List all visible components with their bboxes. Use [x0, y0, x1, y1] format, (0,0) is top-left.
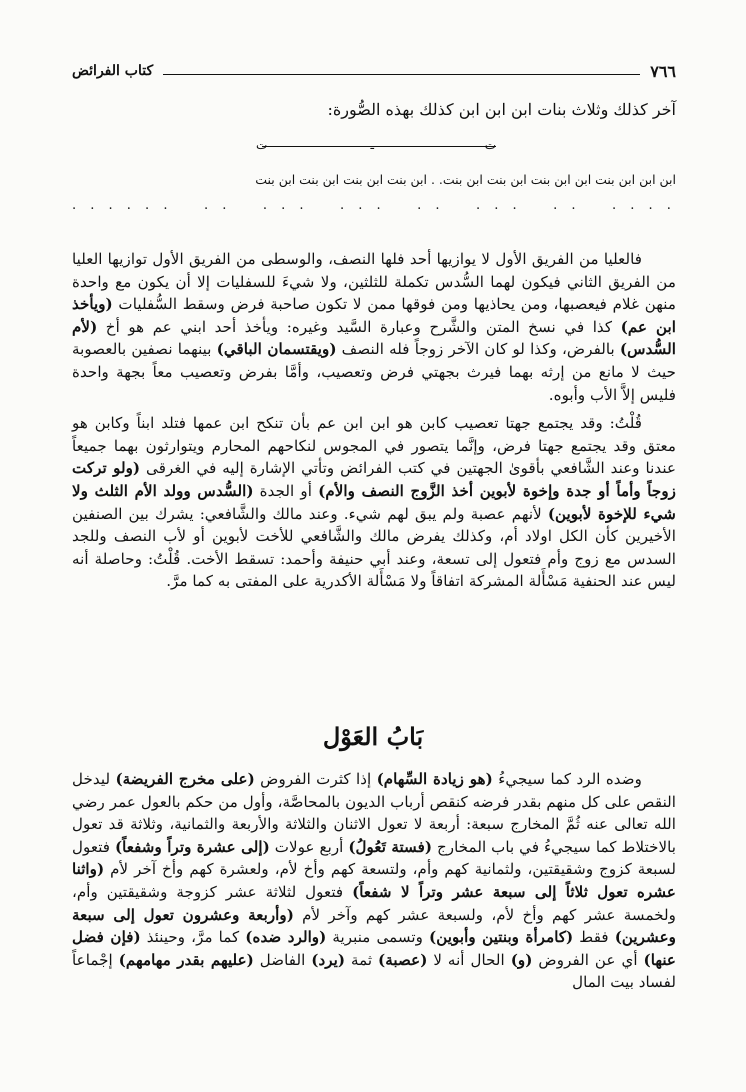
- text-run: ثمة: [345, 950, 379, 969]
- text-run-bold: (عصبة): [378, 950, 428, 969]
- paragraph-3: [72, 768, 676, 994]
- text-run: وضده الرد كما سيجيءُ: [492, 770, 643, 788]
- text-run: كما مرَّ، وحينئذ: [140, 928, 246, 947]
- text-run-bold: (والرد ضده): [245, 928, 327, 947]
- text-run: بالفرض، وكذا لو كان الآخر زوجاً فله النصف: [336, 340, 620, 359]
- lineage-mark-middle: ـ: [370, 138, 374, 152]
- text-run-bold: (ويأخذ ابن عم): [72, 295, 676, 336]
- text-run: الفاضل: [253, 950, 312, 969]
- paragraph-2: [72, 412, 676, 593]
- dot-group: . . .: [262, 198, 309, 213]
- dot-group: . .: [553, 198, 581, 213]
- text-run: ليدخل النقص على كل منهم بقدر فرضه كنقص أرباب الديون بالمحاصَّة، وأول من حكم بالعول عمر رضي الله تعالى عنه ثُمَّ المخارج سبعة: أربعة لا تعول الاثنان والثلاثة والأربعة والثمانية، وثلاثة قد تعول بالاختلاط كما سيجيءُ في باب المخارج: [72, 770, 676, 856]
- text-run-bold: (و): [510, 950, 533, 969]
- lineage-mark-left: ت: [256, 138, 268, 152]
- text-run: إجْماعاً لفساد بيت المال: [72, 950, 676, 992]
- text-run: أو الجدة: [253, 481, 319, 500]
- text-run: وتسمى منبرية: [326, 928, 430, 947]
- text-run: لأنهم عصبة ولم يبق لهم شيء. وعند مالك والشَّافعي: يشرك بين الصنفين الأخيرين كأن الكل اولاد أم، وكذلك يفرض مالك والشَّافعي للأخت لأبوين أو لأب النصف وللجد السدس مع زوج وأم فتعول إلى تسعة، وعند أبي حنيفة وأحمد: تسقط الأخت. قُلْتُ: وحاصلة أنه ليس عند الحنفية مَسْأَلة المشركة اتفاقاً ولا مَسْأَلة الأكدرية على المفتى به كما مرَّ.: [72, 504, 676, 591]
- lineage-dots: [72, 198, 676, 213]
- text-run-bold: (على مخرج الفريضة): [115, 770, 255, 788]
- dot-group: . .: [417, 198, 445, 213]
- lineage-rule: [262, 146, 496, 147]
- text-run: فالعليا من الفريق الأول لا يوازيها أحد فلها النصف، والوسطى من الفريق الأول توازيها العليا من الفريق الثاني فيكون لهما السُّدس تكملة للثلثين، ولا شيءَ للسفليات إلا أن يكون مع واحدة منهن غلام فيعصبها، ومن يحاذيها ومن فوقها ممن لا تكون صاحبة فرض وسقط السُّفليات: [72, 250, 676, 314]
- dot-group: . . .: [475, 198, 522, 213]
- text-run: الحال أنه لا: [427, 950, 511, 969]
- text-run-bold: (يرد): [311, 950, 346, 969]
- text-run-bold: (كامرأة وبنتين وأبوين): [429, 928, 574, 947]
- text-run-bold: (إلى عشرة وتراً وشفعاً): [114, 837, 270, 856]
- text-run: فتعول لسبعة كزوج وشقيقتين، ولثمانية كهم وأم، ولتسعة كهم وأخ لأم، ولعشرة كهم وأخ آخر لأم: [72, 837, 676, 879]
- text-run: فتعول لثلاثة عشر كزوجة وشقيقتين وأم، ولخمسة عشر كهم وأخ لأم، ولسبعة عشر كهم وآخر لأم: [72, 882, 676, 924]
- text-run-bold: (هو زيادة السِّهام): [376, 770, 493, 788]
- text-run: قُلْتُ: وقد يجتمع جهتا تعصيب كابن هو ابن ابن عم بأن تنكح ابن عمها فتلد ابناً وكابن هو معتق وقد يجتمع جهتا فرض، وإنَّما يتصور في المجوس لنكاحهم المحارم ويتوارثون بهما جميعاً عندنا وعند الشَّافعي بأقوىٰ الجهتين في كتب الفرائض وتأتي الإشارة إليه في الغرقى: [72, 414, 677, 478]
- text-run-bold: (فستة تَعُولُ): [348, 837, 433, 856]
- text-run: فقط: [573, 928, 615, 947]
- page-number: ٧٦٦: [650, 61, 676, 81]
- text-run-bold: (لأم السُّدس): [72, 317, 676, 359]
- paragraph-1: [72, 248, 676, 406]
- lineage-row: ابن ابن ابن بنت ابن ابن بنت ابن بنت ابن بنت. . ابن بنت ابن بنت ابن بنت ابن بنت: [255, 172, 676, 187]
- running-header: [72, 58, 676, 84]
- header-rule: [163, 74, 640, 75]
- text-run-bold: (ولو تركت زوجاً وأماً أو جدة وإخوة لأبوين أخذ الزَّوج النصف والأم): [72, 459, 676, 500]
- text-run: أربع عولات: [269, 837, 349, 856]
- dot-group: . . . . . .: [72, 198, 173, 213]
- main-text: [72, 248, 676, 599]
- dot-group: . . .: [339, 198, 386, 213]
- text-run: بينهما نصفين بالعصوبة حيث لا مانع من إرثه بهما فيرث بجهتي فرض وتعصيب، وأمَّا بفرض وتعصيب معاً بجهة واحدة فليس إلاَّ الأب وأبوه.: [72, 340, 676, 404]
- text-run-bold: (السُّدس وولد الأم الثلث ولا شيء للإخوة لأبوين): [72, 481, 676, 523]
- section-heading: بَابُ العَوْل: [322, 722, 424, 751]
- text-run: أي عن الفروض: [532, 950, 644, 969]
- chapter-title: كتاب الفرائض: [72, 63, 154, 79]
- dot-group: . . . .: [611, 198, 676, 213]
- text-run-bold: (ويقتسمان الباقي): [216, 340, 337, 359]
- text-run-bold: (وأربعة وعشرون تعول إلى سبعة وعشرين): [72, 905, 676, 947]
- intro-line: آخر كذلك وثلاث بنات ابن ابن ابن كذلك بهذه الصُّورة:: [327, 100, 676, 119]
- lineage-mark-right: ت: [484, 138, 496, 152]
- lineage-diagram: [72, 134, 676, 224]
- dot-group: . .: [203, 198, 232, 213]
- text-run-bold: (واثنا عشره تعول ثلاثاً إلى سبعة عشر وتراً لا شفعاً): [72, 860, 676, 901]
- text-run-bold: (عليهم بقدر مهامهم): [118, 950, 254, 969]
- text-run: إذا كثرت الفروض: [254, 770, 377, 788]
- text-run-bold: (فإن فضل عنها): [72, 928, 676, 969]
- section-text: [72, 768, 676, 994]
- text-run: كذا في نسخ المتن والشَّرح وعبارة السَّيد وغيره: ويأخذ أحد ابني عم هو أخ: [97, 317, 621, 336]
